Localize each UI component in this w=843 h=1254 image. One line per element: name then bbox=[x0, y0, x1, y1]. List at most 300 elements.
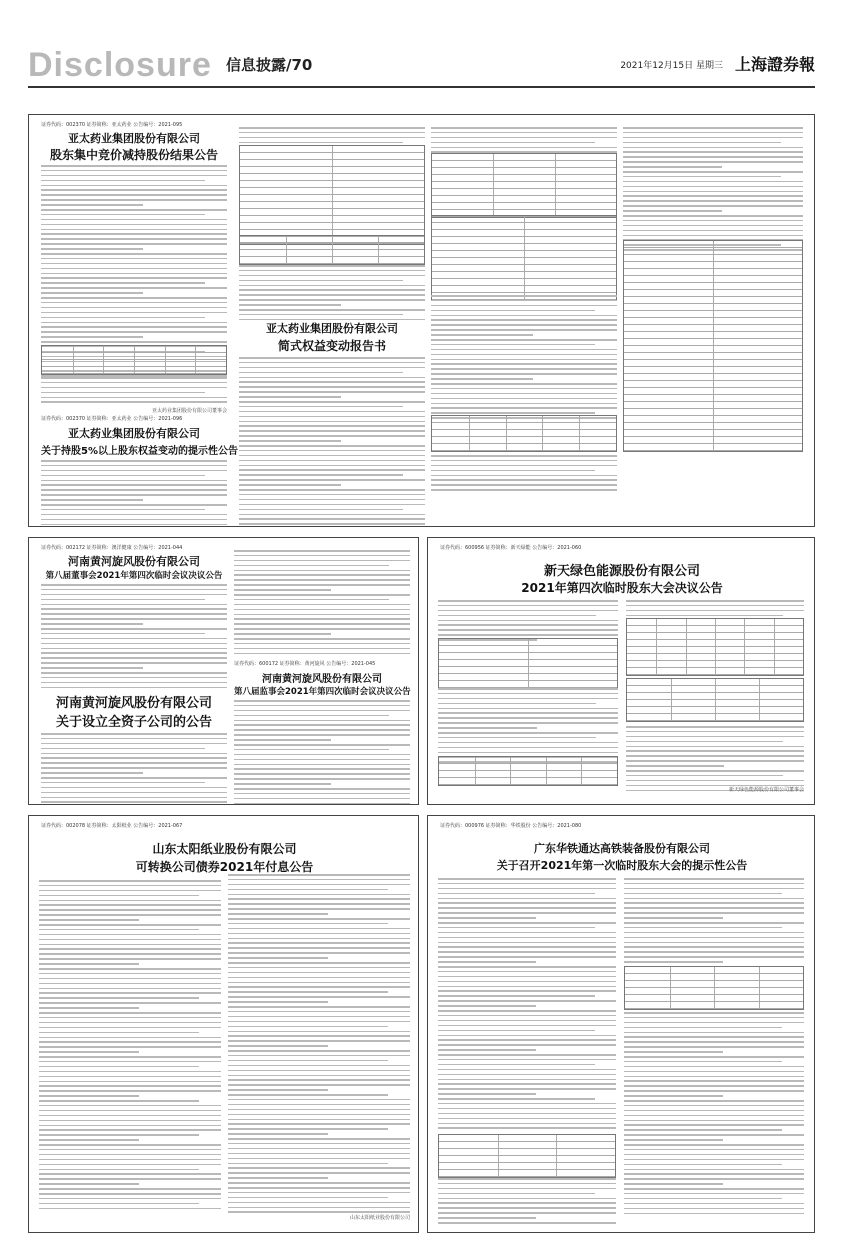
notice-body bbox=[228, 874, 410, 1216]
text-line bbox=[623, 181, 803, 183]
text-line bbox=[431, 300, 617, 302]
section-title: 信息披露/70 bbox=[226, 56, 313, 74]
text-line bbox=[41, 667, 143, 669]
text-line bbox=[39, 1120, 221, 1122]
text-line bbox=[438, 1108, 616, 1110]
text-line bbox=[41, 268, 227, 270]
text-line bbox=[41, 504, 227, 506]
text-line bbox=[623, 142, 781, 144]
text-line bbox=[239, 474, 403, 476]
table-row bbox=[439, 757, 617, 764]
notice-body bbox=[624, 878, 804, 966]
text-line bbox=[234, 700, 410, 702]
text-line bbox=[431, 378, 533, 380]
notice-codes: 证券代码：002078 证券简称：太阳纸业 公告编号：2021-067 bbox=[41, 823, 183, 829]
text-line bbox=[438, 634, 618, 636]
text-line bbox=[626, 746, 804, 748]
text-line bbox=[228, 957, 328, 959]
text-line bbox=[438, 1035, 616, 1037]
text-line bbox=[39, 1129, 221, 1131]
company-name: 亚太药业集团股份有限公司 bbox=[68, 132, 200, 145]
text-line bbox=[39, 1007, 139, 1009]
text-line bbox=[228, 903, 410, 905]
table-row bbox=[432, 175, 616, 182]
text-line bbox=[239, 425, 425, 427]
text-line bbox=[624, 1046, 804, 1048]
text-line bbox=[438, 610, 618, 612]
text-line bbox=[228, 908, 410, 910]
table-row bbox=[432, 416, 616, 423]
table-column-rule bbox=[542, 416, 543, 451]
shareholding-table bbox=[41, 345, 227, 375]
text-line bbox=[41, 594, 227, 596]
text-line bbox=[41, 584, 227, 586]
table-column-rule bbox=[195, 346, 196, 374]
text-line bbox=[239, 465, 425, 467]
text-line bbox=[438, 951, 616, 953]
text-line bbox=[41, 509, 205, 511]
text-line bbox=[39, 1154, 221, 1156]
text-line bbox=[41, 499, 143, 501]
text-line bbox=[239, 377, 425, 379]
table-column-rule bbox=[73, 346, 74, 374]
text-line bbox=[239, 299, 425, 301]
text-line bbox=[39, 1188, 221, 1190]
text-line bbox=[624, 1036, 804, 1038]
text-line bbox=[239, 132, 425, 134]
text-line bbox=[234, 734, 410, 736]
text-line bbox=[39, 919, 139, 921]
text-line bbox=[228, 879, 410, 881]
company-name: 河南黄河旋风股份有限公司 bbox=[55, 696, 212, 711]
text-line bbox=[438, 1025, 616, 1027]
text-line bbox=[624, 1129, 782, 1131]
text-line bbox=[228, 1006, 410, 1008]
text-line bbox=[234, 715, 389, 717]
text-line bbox=[41, 772, 143, 774]
text-line bbox=[228, 1040, 410, 1042]
text-line bbox=[41, 657, 227, 659]
text-line bbox=[228, 1119, 410, 1121]
text-line bbox=[624, 927, 782, 929]
text-line bbox=[234, 560, 410, 562]
text-line bbox=[228, 1104, 410, 1106]
text-line bbox=[623, 235, 803, 237]
text-line bbox=[228, 1133, 328, 1135]
text-line bbox=[431, 403, 617, 405]
text-line bbox=[228, 1070, 410, 1072]
text-line bbox=[623, 137, 803, 139]
text-line bbox=[228, 1148, 410, 1150]
text-line bbox=[39, 1061, 221, 1063]
text-line bbox=[438, 971, 616, 973]
text-line bbox=[624, 1213, 804, 1215]
text-line bbox=[228, 1163, 388, 1165]
text-line bbox=[228, 938, 410, 940]
table-column-rule bbox=[475, 757, 476, 785]
text-line bbox=[438, 898, 616, 900]
text-line bbox=[234, 584, 410, 586]
text-line bbox=[438, 956, 616, 958]
text-line bbox=[39, 992, 221, 994]
text-line bbox=[41, 733, 227, 735]
text-line bbox=[624, 932, 804, 934]
text-line bbox=[438, 1093, 536, 1095]
text-line bbox=[41, 777, 227, 779]
text-line bbox=[41, 519, 227, 521]
text-line bbox=[624, 1110, 804, 1112]
shareholding-table bbox=[431, 415, 617, 452]
text-line bbox=[239, 450, 425, 452]
text-line bbox=[624, 1095, 723, 1097]
text-line bbox=[228, 1001, 328, 1003]
text-line bbox=[431, 373, 617, 375]
text-line bbox=[438, 629, 618, 631]
text-line bbox=[431, 484, 617, 486]
text-line bbox=[623, 156, 803, 158]
text-line bbox=[438, 937, 616, 939]
text-line bbox=[438, 976, 616, 978]
text-line bbox=[41, 243, 227, 245]
text-line bbox=[228, 1153, 410, 1155]
text-line bbox=[39, 1056, 221, 1058]
table-column-rule bbox=[332, 236, 333, 264]
text-line bbox=[41, 292, 143, 294]
notice-body bbox=[239, 127, 425, 147]
text-line bbox=[39, 978, 221, 980]
text-line bbox=[39, 1125, 221, 1127]
text-line bbox=[228, 952, 410, 954]
text-line bbox=[623, 147, 803, 149]
text-line bbox=[239, 309, 425, 311]
text-line bbox=[41, 258, 227, 260]
text-line bbox=[228, 1065, 410, 1067]
text-line bbox=[41, 165, 227, 167]
info-table bbox=[239, 145, 425, 245]
text-line bbox=[234, 803, 410, 805]
text-line bbox=[41, 484, 227, 486]
signature: 山东太阳纸业股份有限公司 bbox=[349, 1215, 410, 1221]
notice-body bbox=[438, 878, 616, 1132]
text-line bbox=[41, 204, 143, 206]
text-line bbox=[228, 1084, 410, 1086]
text-line bbox=[626, 760, 804, 762]
text-line bbox=[41, 341, 227, 343]
text-line bbox=[239, 391, 425, 393]
text-line bbox=[623, 151, 803, 153]
text-line bbox=[438, 1088, 616, 1090]
text-line bbox=[438, 1069, 616, 1071]
text-line bbox=[624, 1080, 804, 1082]
text-line bbox=[624, 883, 804, 885]
text-line bbox=[624, 1193, 804, 1195]
text-line bbox=[438, 986, 616, 988]
text-line bbox=[623, 215, 803, 217]
text-line bbox=[438, 946, 616, 948]
text-line bbox=[39, 1115, 221, 1117]
text-line bbox=[624, 1076, 804, 1078]
text-line bbox=[438, 1039, 616, 1041]
text-line bbox=[39, 1193, 221, 1195]
text-line bbox=[228, 947, 410, 949]
table-column-rule bbox=[759, 679, 760, 721]
text-line bbox=[438, 620, 618, 622]
text-line bbox=[624, 956, 804, 958]
text-line bbox=[234, 798, 410, 800]
text-line bbox=[239, 280, 403, 282]
text-line bbox=[228, 1207, 410, 1209]
text-line bbox=[438, 1030, 595, 1032]
text-line bbox=[624, 917, 723, 919]
notice-title: 关于召开2021年第一次临时股东大会的提示性公告 bbox=[496, 859, 748, 872]
text-line bbox=[234, 648, 410, 650]
notice-body bbox=[41, 460, 227, 527]
text-line bbox=[431, 383, 617, 385]
text-line bbox=[39, 909, 221, 911]
info-table bbox=[431, 153, 617, 218]
text-line bbox=[438, 1079, 616, 1081]
table-row bbox=[439, 1163, 615, 1170]
text-line bbox=[438, 1103, 616, 1105]
text-line bbox=[431, 412, 595, 414]
text-line bbox=[239, 401, 425, 403]
text-line bbox=[234, 609, 410, 611]
text-line bbox=[438, 742, 618, 744]
text-line bbox=[624, 1066, 804, 1068]
text-line bbox=[39, 1027, 221, 1029]
text-line bbox=[39, 983, 221, 985]
text-line bbox=[623, 132, 803, 134]
text-line bbox=[39, 880, 221, 882]
text-line bbox=[239, 460, 425, 462]
table-row bbox=[439, 1149, 615, 1156]
text-line bbox=[41, 599, 205, 601]
text-line bbox=[39, 1208, 221, 1210]
text-line bbox=[41, 326, 227, 328]
text-line bbox=[239, 469, 425, 471]
text-line bbox=[624, 1100, 804, 1102]
text-line bbox=[624, 1090, 804, 1092]
text-line bbox=[431, 305, 617, 307]
text-line bbox=[234, 759, 410, 761]
signature: 新天绿色能源股份有限公司董事会 bbox=[728, 787, 804, 793]
text-line bbox=[624, 1027, 782, 1029]
text-line bbox=[438, 1005, 536, 1007]
text-line bbox=[39, 1066, 199, 1068]
text-line bbox=[239, 275, 425, 277]
text-line bbox=[438, 1217, 536, 1219]
text-line bbox=[626, 600, 804, 602]
table-column-rule bbox=[469, 416, 470, 451]
text-line bbox=[39, 1178, 221, 1180]
text-line bbox=[623, 230, 803, 232]
text-line bbox=[431, 460, 617, 462]
notice-yaxin bbox=[28, 114, 815, 527]
table-row bbox=[432, 196, 616, 203]
text-line bbox=[239, 416, 425, 418]
text-line bbox=[228, 1172, 410, 1174]
text-line bbox=[438, 888, 616, 890]
text-line bbox=[438, 961, 536, 963]
text-line bbox=[438, 732, 618, 734]
text-line bbox=[39, 895, 199, 897]
text-line bbox=[431, 489, 617, 491]
text-line bbox=[41, 282, 205, 284]
text-line bbox=[239, 479, 425, 481]
text-line bbox=[228, 1114, 410, 1116]
text-line bbox=[228, 1026, 388, 1028]
text-line bbox=[228, 1143, 410, 1145]
text-line bbox=[438, 1020, 616, 1022]
text-line bbox=[438, 717, 618, 719]
text-line bbox=[624, 1164, 782, 1166]
text-line bbox=[228, 898, 410, 900]
text-line bbox=[39, 934, 221, 936]
text-line bbox=[39, 1173, 221, 1175]
text-line bbox=[239, 509, 403, 511]
text-line bbox=[41, 662, 227, 664]
notice-body bbox=[438, 688, 618, 766]
text-line bbox=[39, 1046, 221, 1048]
text-line bbox=[228, 996, 410, 998]
text-line bbox=[624, 961, 723, 963]
table-row bbox=[432, 444, 616, 451]
text-line bbox=[228, 1128, 388, 1130]
text-line bbox=[438, 1049, 536, 1051]
text-line bbox=[438, 1113, 616, 1115]
notice-body bbox=[431, 455, 617, 494]
text-line bbox=[41, 604, 227, 606]
text-line bbox=[41, 392, 205, 394]
text-line bbox=[438, 902, 616, 904]
text-line bbox=[234, 724, 410, 726]
text-line bbox=[624, 1173, 804, 1175]
text-line bbox=[438, 752, 618, 754]
text-line bbox=[228, 1055, 410, 1057]
text-line bbox=[438, 747, 618, 749]
text-line bbox=[41, 618, 227, 620]
text-line bbox=[228, 1177, 328, 1179]
text-line bbox=[228, 1021, 410, 1023]
text-line bbox=[39, 944, 221, 946]
notice-codes: 证券代码：600956 证券简称：新天绿能 公告编号：2021-060 bbox=[440, 545, 582, 551]
text-line bbox=[41, 397, 227, 399]
table-row bbox=[432, 203, 616, 210]
table-column-rule bbox=[103, 346, 104, 374]
text-line bbox=[234, 744, 410, 746]
text-line bbox=[228, 1079, 410, 1081]
text-line bbox=[624, 888, 804, 890]
text-line bbox=[431, 132, 617, 134]
text-line bbox=[41, 297, 227, 299]
table-column-rule bbox=[715, 679, 716, 721]
text-line bbox=[624, 922, 804, 924]
table-column-rule bbox=[493, 154, 494, 217]
text-line bbox=[39, 900, 221, 902]
text-line bbox=[623, 220, 803, 222]
text-line bbox=[431, 349, 617, 351]
text-line bbox=[438, 1188, 616, 1190]
text-line bbox=[228, 894, 410, 896]
notice-body bbox=[431, 295, 617, 422]
text-line bbox=[234, 628, 410, 630]
text-line bbox=[438, 1059, 616, 1061]
text-line bbox=[41, 494, 227, 496]
voting-table bbox=[626, 618, 804, 676]
text-line bbox=[624, 942, 804, 944]
text-line bbox=[228, 923, 388, 925]
table-row bbox=[439, 771, 617, 778]
table-row bbox=[439, 778, 617, 785]
table-column-rule bbox=[286, 236, 287, 264]
text-line bbox=[39, 1071, 221, 1073]
text-line bbox=[41, 682, 227, 684]
notice-body bbox=[239, 357, 425, 527]
text-line bbox=[624, 1051, 723, 1053]
table-column-rule bbox=[715, 619, 716, 675]
text-line bbox=[239, 494, 425, 496]
notice-title: 第八届监事会2021年第四次临时会议决议公告 bbox=[234, 687, 411, 697]
text-line bbox=[41, 480, 227, 482]
table-row bbox=[432, 168, 616, 175]
text-line bbox=[228, 1075, 410, 1077]
text-line bbox=[438, 1178, 616, 1180]
text-line bbox=[624, 1144, 804, 1146]
text-line bbox=[438, 927, 595, 929]
text-line bbox=[41, 743, 227, 745]
text-line bbox=[41, 514, 227, 516]
text-line bbox=[239, 137, 425, 139]
text-line bbox=[228, 991, 388, 993]
text-line bbox=[228, 884, 410, 886]
text-line bbox=[431, 310, 595, 312]
text-line bbox=[624, 1056, 804, 1058]
text-line bbox=[438, 1123, 616, 1125]
table-row bbox=[432, 161, 616, 168]
text-line bbox=[624, 1115, 804, 1117]
text-line bbox=[41, 382, 227, 384]
text-line bbox=[39, 1095, 139, 1097]
voting-table bbox=[626, 678, 804, 722]
text-line bbox=[228, 1094, 388, 1096]
text-line bbox=[438, 708, 618, 710]
text-line bbox=[438, 737, 596, 739]
text-line bbox=[228, 933, 410, 935]
text-line bbox=[234, 623, 410, 625]
text-line bbox=[41, 253, 227, 255]
text-line bbox=[438, 883, 616, 885]
company-name: 广东华铁通达高铁装备股份有限公司 bbox=[534, 842, 710, 855]
text-line bbox=[41, 287, 227, 289]
info-table bbox=[239, 235, 425, 265]
text-line bbox=[239, 289, 425, 291]
text-line bbox=[239, 386, 425, 388]
text-line bbox=[431, 295, 617, 297]
text-line bbox=[431, 127, 617, 129]
text-line bbox=[234, 565, 389, 567]
text-line bbox=[39, 1105, 221, 1107]
text-line bbox=[39, 973, 221, 975]
text-line bbox=[234, 574, 410, 576]
text-line bbox=[624, 1178, 804, 1180]
text-line bbox=[41, 687, 227, 689]
text-line bbox=[39, 968, 221, 970]
text-line bbox=[239, 504, 425, 506]
text-line bbox=[234, 638, 410, 640]
text-line bbox=[624, 1134, 804, 1136]
text-line bbox=[41, 638, 227, 640]
text-line bbox=[239, 421, 425, 423]
